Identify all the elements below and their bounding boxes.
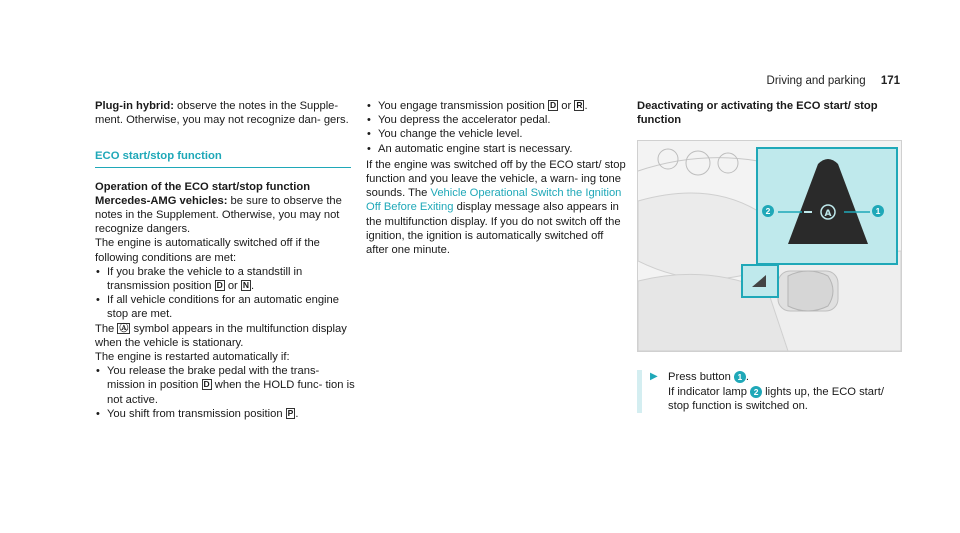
symbol-text-b: symbol appears in the multifunction display when the vehicle is stationary. — [95, 322, 347, 349]
page-number: 171 — [880, 75, 900, 87]
callout-1-marker: 1 — [872, 205, 884, 217]
list-item — [95, 364, 355, 407]
step-text-d: lights up, the ECO start/ stop function is switched on. — [668, 385, 884, 412]
display-message-link[interactable]: Vehicle Operational Switch the Ignition Off Before Exiting — [366, 187, 622, 214]
operation-note — [95, 180, 355, 237]
list-item: • You change the vehicle level. — [366, 127, 628, 141]
step-text-a: Press button — [668, 371, 734, 384]
eco-symbol-icon: Ⓐ — [119, 322, 129, 333]
plug-text: observe the notes in the Supple- ment. Otherwise, you may not recognize dan- gers. — [95, 100, 349, 127]
restart-list-continued — [366, 99, 628, 156]
restart1-text-a: You release the brake pedal with the trans- mission in position — [107, 365, 320, 392]
period: . — [295, 407, 299, 420]
restart-intro: The engine is restarted automatically if: — [95, 351, 290, 364]
button-callout — [756, 147, 898, 265]
step-text-c: If indicator lamp — [668, 385, 751, 398]
key-p-icon: P — [287, 407, 294, 418]
period: . — [251, 280, 255, 293]
restart2-text: You shift from transmission position — [107, 407, 286, 420]
warning-paragraph — [366, 158, 628, 257]
symbol-note — [95, 322, 355, 350]
or-text: or — [224, 280, 241, 293]
list-item: • An automatic engine start is necessary. — [366, 142, 628, 156]
lamp-2-marker: 2 — [750, 386, 762, 398]
cond1-text: If you brake the vehicle to a standstill in transmission position — [107, 265, 303, 293]
list-item — [95, 265, 355, 293]
key-d-icon: D — [203, 379, 210, 390]
list-item: • You depress the accelerator pedal. — [366, 113, 628, 127]
step-text-b: . — [745, 371, 750, 384]
symbol-text-a: The — [95, 322, 118, 335]
conditions-list — [95, 265, 355, 322]
section-name: Driving and parking — [766, 75, 866, 87]
operation-title: Operation of the ECO start/stop function Mercedes-AMG vehicles: — [95, 180, 311, 207]
or-text: or — [558, 100, 575, 112]
step-line-2 — [668, 385, 900, 413]
column-middle — [366, 99, 628, 257]
arrow-right-icon: ▶ — [650, 371, 658, 383]
plug-label: Plug-in hybrid: — [95, 100, 174, 112]
operation-text: be sure to observe the notes in the Supplement. Otherwise, you may not recognize dangers. — [95, 194, 342, 236]
para-text-a: If the engine was switched off by the ECO start/ stop function and you leave the vehicle, a warn- ing tone sounds. The — [366, 158, 626, 200]
deactivate-title: Deactivating or activating the ECO start/ stop function — [637, 100, 878, 127]
restart1-text-b: when the HOLD func- tion is not active. — [107, 379, 355, 406]
key-n-icon: N — [242, 280, 250, 291]
key-r-icon: R — [576, 100, 583, 110]
list-item — [366, 99, 628, 113]
column-left — [95, 99, 355, 421]
list-item: • If all vehicle conditions for an automatic engine stop are met. — [95, 293, 355, 321]
section-title: ECO start/stop function — [95, 149, 351, 167]
engage-text: You engage transmission position — [378, 100, 548, 112]
list-item — [95, 407, 355, 421]
callout-2-marker: 2 — [762, 205, 774, 217]
center-console-image — [637, 140, 902, 352]
step-line-1 — [668, 370, 900, 384]
plug-in-hybrid-note — [95, 99, 355, 127]
conditions-intro: The engine is automatically switched off if the following conditions are met: — [95, 237, 320, 264]
instruction-step — [637, 370, 900, 413]
column-right — [637, 99, 900, 413]
svg-text:A: A — [824, 209, 832, 220]
period: . — [584, 100, 588, 112]
key-d-icon: D — [550, 100, 557, 110]
button-1-marker: 1 — [734, 371, 746, 383]
para-text-b: display message also appears in the multifunction display. If you do not switch off the ignition, the ignition is automatically switched off after one minute. — [366, 201, 621, 257]
restart-list — [95, 364, 355, 421]
key-d-icon: D — [216, 280, 223, 291]
page-header — [767, 74, 900, 88]
